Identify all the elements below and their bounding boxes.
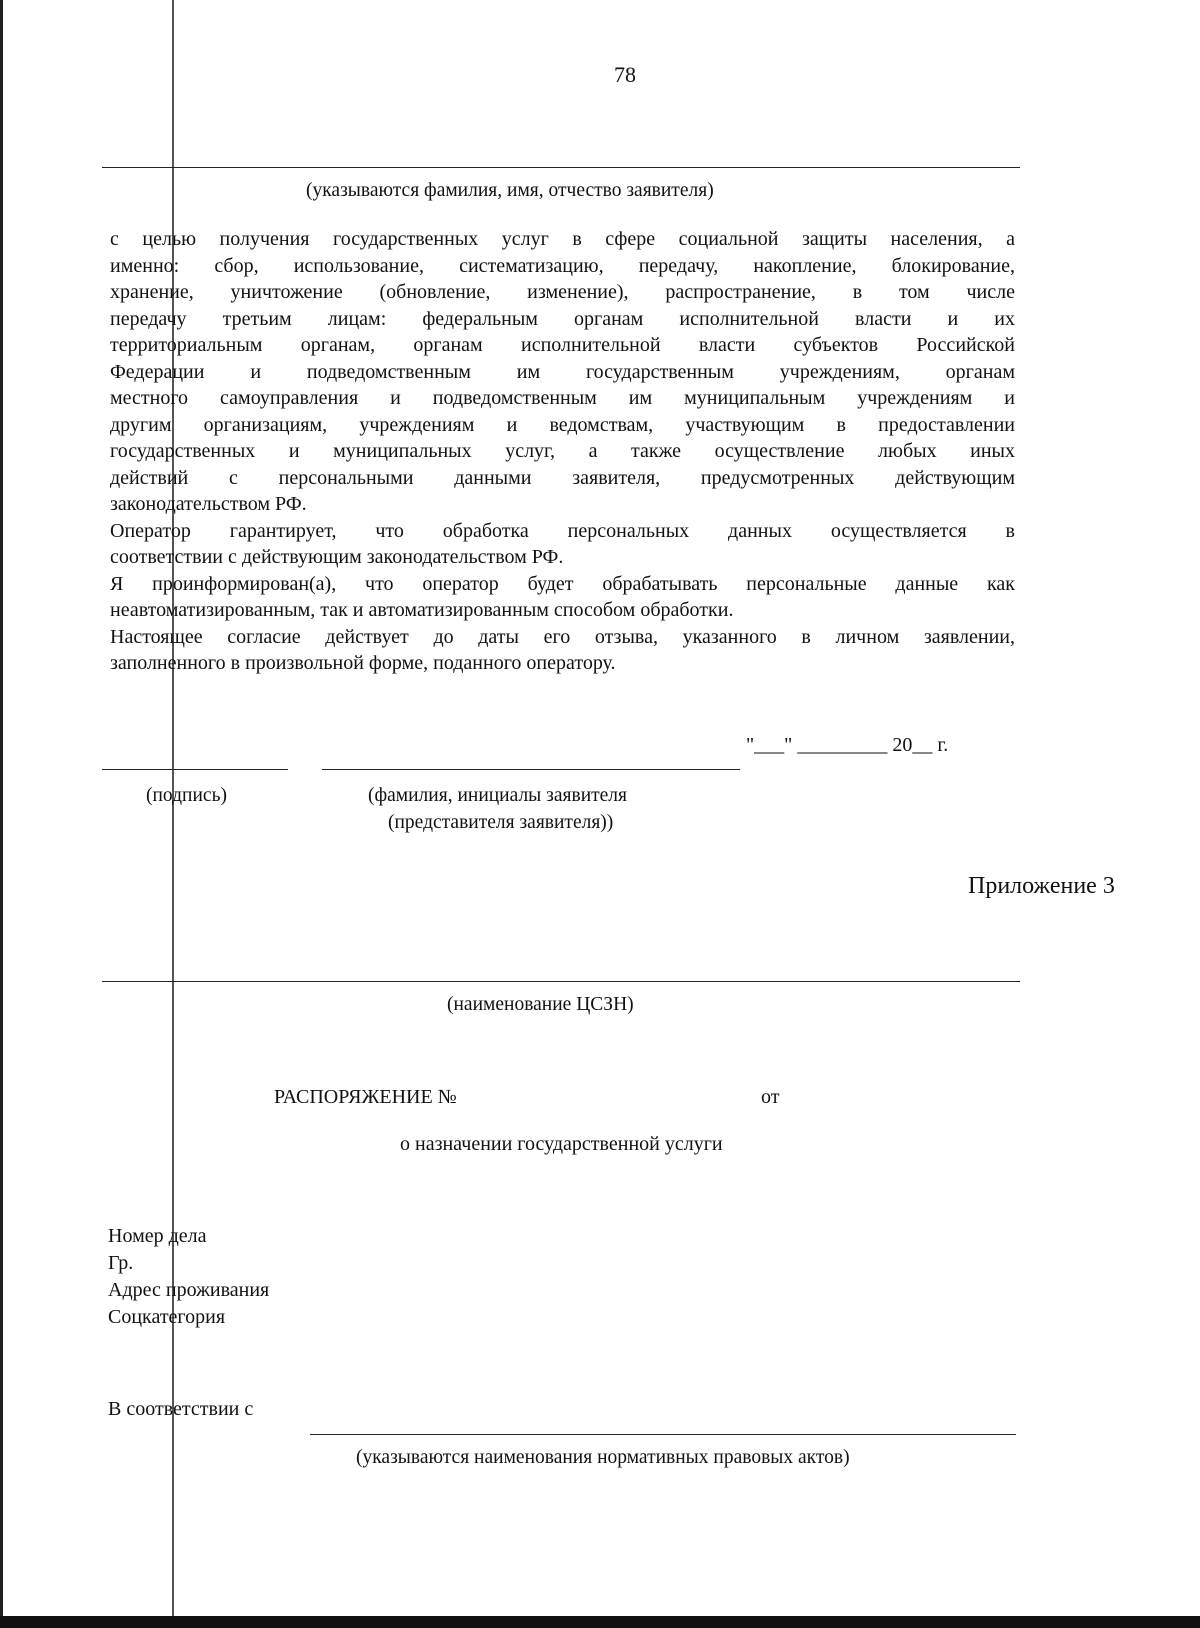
consent-line: государственных и муниципальных услуг, а также осуществление любых иных [110,440,1015,462]
appendix-label: Приложение 3 [968,873,1115,899]
consent-line: другим организациям, учреждениям и ведомствам, участвующим в предоставлении [110,413,1015,436]
acts-caption: (указываются наименования нормативных правовых актов) [356,1447,850,1468]
signature-line [102,769,288,770]
signature-caption: (подпись) [146,785,227,806]
consent-line: законодательством РФ. [110,493,307,515]
consent-line: Оператор гарантирует, что обработка персональных данных осуществляется в [110,519,1015,542]
name-caption-line2: (представителя заявителя)) [388,812,614,833]
order-subject: о назначении государственной услуги [400,1133,723,1155]
consent-line: действий с персональными данными заявителя, предусмотренных действующим [110,466,1015,489]
name-caption-line1: (фамилия, инициалы заявителя [368,785,628,806]
field-social-category: Соцкатегория [108,1306,226,1328]
scan-edge-bottom [0,1616,1200,1628]
scan-edge-left [0,0,3,1628]
consent-line: неавтоматизированным, так и автоматизированным способом обработки. [110,599,734,621]
date-line: "___" _________ 20__ г. [746,734,949,756]
field-address: Адрес проживания [108,1279,270,1301]
consent-line: заполненного в произвольной форме, поданного оператору. [110,652,616,674]
consent-line: передачу третьим лицам: федеральным органам исполнительной власти и их [110,307,1015,330]
acts-line [310,1434,1016,1435]
consent-line: Федерации и подведомственным им государственным учреждениям, органам [110,360,1015,383]
consent-line: местного самоуправления и подведомственным им муниципальным учреждениям и [110,387,1015,409]
consent-line: хранение, уничтожение (обновление, изменение), распространение, в том числе [110,281,1015,303]
organization-caption: (наименование ЦСЗН) [447,994,634,1015]
consent-line: территориальным органам, органам исполнительной власти субъектов Российской [110,334,1015,356]
order-from: от [761,1086,780,1108]
organization-line [102,981,1020,982]
field-citizen: Гр. [108,1252,134,1274]
applicant-caption: (указываются фамилия, имя, отчество заявителя) [306,180,714,201]
consent-text [110,226,1015,677]
applicant-initials-line [322,769,740,770]
page-number: 78 [614,62,636,87]
order-title: РАСПОРЯЖЕНИЕ № [274,1086,457,1108]
consent-line: Настоящее согласие действует до даты его отзыва, указанного в личном заявлении, [110,625,1015,648]
consent-line: Я проинформирован(а), что оператор будет обрабатывать персональные данные как [110,572,1015,595]
consent-line: с целью получения государственных услуг в сфере социальной защиты населения, а [110,228,1015,250]
field-case-number: Номер дела [108,1225,207,1247]
consent-line: соответствии с действующим законодательством РФ. [110,546,564,568]
applicant-name-line [102,167,1020,168]
accordance-label: В соответствии с [108,1398,254,1420]
consent-line: именно: сбор, использование, систематизацию, передачу, накопление, блокирование, [110,254,1015,277]
